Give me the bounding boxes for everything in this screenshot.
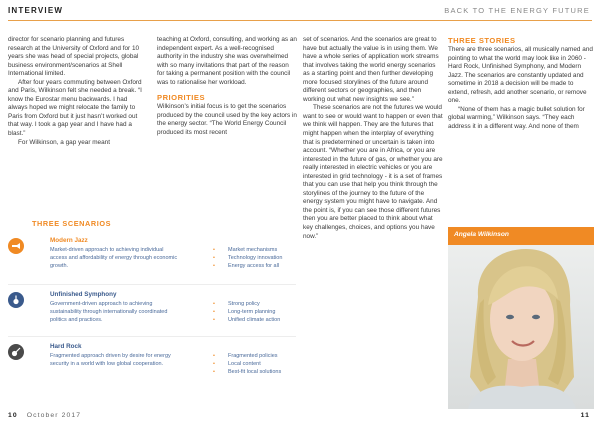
- paragraph: There are three scenarios, all musically named and pointing to what the world may look like in 2060 - Hard Rock, Unfinished Symphony, and Modern Jazz. The scenarios are constantly updated and sometime in 2018 a decision will be made to extend, refresh, add another scenario, or remove one.: [448, 46, 593, 105]
- divider: [8, 336, 296, 337]
- scenarios-box-title: THREE SCENARIOS: [32, 219, 112, 228]
- bullet-item: • Market mechanisms: [213, 246, 282, 254]
- issue-date: October 2017: [26, 412, 82, 419]
- scenario-modern-jazz: [8, 236, 298, 282]
- bullet-item: • Best-fit local solutions: [213, 368, 281, 376]
- bullet-item: • Fragmented policies: [213, 352, 281, 360]
- text-column-2: [157, 36, 297, 137]
- scenario-bullets: [213, 246, 282, 270]
- scenario-hard-rock: [8, 342, 298, 388]
- divider: [8, 284, 296, 285]
- bullet-item: • Energy access for all: [213, 262, 282, 270]
- section-heading: THREE STORIES: [448, 36, 516, 45]
- scenario-description: Fragmented approach driven by desire for energy security in a world with low global cooperation.: [50, 353, 171, 368]
- scenario-name: Modern Jazz: [50, 237, 88, 244]
- page-number-left: 10: [8, 412, 18, 419]
- violin-icon: [8, 292, 24, 308]
- bullet-item: • Local content: [213, 360, 281, 368]
- paragraph: These scenarios are not the futures we would want to see or would want to happen or even that we think will happen. They are the futures that might happen when the interplay of everything that is predetermined or uncertain is taken into account. “Whether you are in Africa, or you are interested in the future of gas, or whether you are really interested in electric vehicles or you are interested in grid technology - it is a set of frames that you can use that help you think through the storylines of the journey to the future of the energy system you might have to navigate. And the point is, if you can see those different futures then you are better placed to think about what key challenges, choices, and options you have now.”: [303, 104, 443, 240]
- portrait-photo: [448, 227, 594, 409]
- paragraph: set of scenarios. And the scenarios are great to have but actually the value is in using them. We have a whole series of application work streams that involves taking the world energy scenarios as a starting point and then further developing more focused storylines of the future around different sectors or geographies, and then working out what new insights we see.”: [303, 36, 439, 103]
- section-label: INTERVIEW: [8, 6, 64, 15]
- page-number-right: 11: [580, 412, 590, 419]
- article-title: BACK TO THE ENERGY FUTURE: [444, 6, 590, 15]
- footer-left: [8, 412, 81, 419]
- paragraph: teaching at Oxford, consulting, and working as an independent expert. As a well-recognised authority in the industry she was overwhelmed with so many invitations that part of the reason for taking a permanent position with the council was to rationalise her workload.: [157, 36, 297, 86]
- paragraph: After four years commuting between Oxford and Paris, Wilkinson felt she needed a break. “I know the Eurostar menu backwards. I had always hoped we might relocate the family to Paris from Oxford but it just hasn’t worked out that way. I took a gap year and I have had a blast.”: [8, 78, 142, 138]
- header-rule: [8, 20, 592, 21]
- photo-caption: Angela Wilkinson: [448, 227, 594, 245]
- text-column-4: [448, 36, 594, 131]
- scenario-unfinished-symphony: [8, 290, 298, 336]
- scenario-description: Government-driven approach to achieving sustainability through internationally coordinated politics and practices.: [50, 301, 168, 324]
- paragraph: “None of them has a magic bullet solution for global warming,” Wilkinson says. “They each address it in a different way. And none of them: [448, 105, 585, 130]
- trumpet-icon: [8, 238, 24, 254]
- paragraph: For Wilkinson, a gap year meant: [18, 138, 110, 146]
- bullet-item: • Unified climate action: [213, 316, 280, 324]
- scenario-bullets: [213, 352, 281, 376]
- bullet-item: • Strong policy: [213, 300, 280, 308]
- scenario-name: Hard Rock: [50, 343, 82, 350]
- bullet-item: • Technology innovation: [213, 254, 282, 262]
- section-heading: PRIORITIES: [157, 93, 206, 103]
- portrait-illustration: [448, 227, 594, 409]
- paragraph: director for scenario planning and futures research at the University of Oxford and for 10 years she was head of special projects, global business environment/scenarios at Shell International limited.: [8, 36, 140, 78]
- text-column-1: [8, 36, 148, 147]
- scenario-name: Unfinished Symphony: [50, 291, 117, 298]
- scenario-bullets: [213, 300, 280, 324]
- guitar-icon: [8, 344, 24, 360]
- scenario-description: Market-driven approach to achieving individual access and affordability of energy through economic growth.: [50, 247, 178, 270]
- paragraph: Wilkinson’s initial focus is to get the scenarios produced by the council used by the key actors in the energy sector. “The World Energy Council produced its most recent: [157, 103, 297, 136]
- text-column-3: [303, 36, 443, 241]
- bullet-item: • Long-term planning: [213, 308, 280, 316]
